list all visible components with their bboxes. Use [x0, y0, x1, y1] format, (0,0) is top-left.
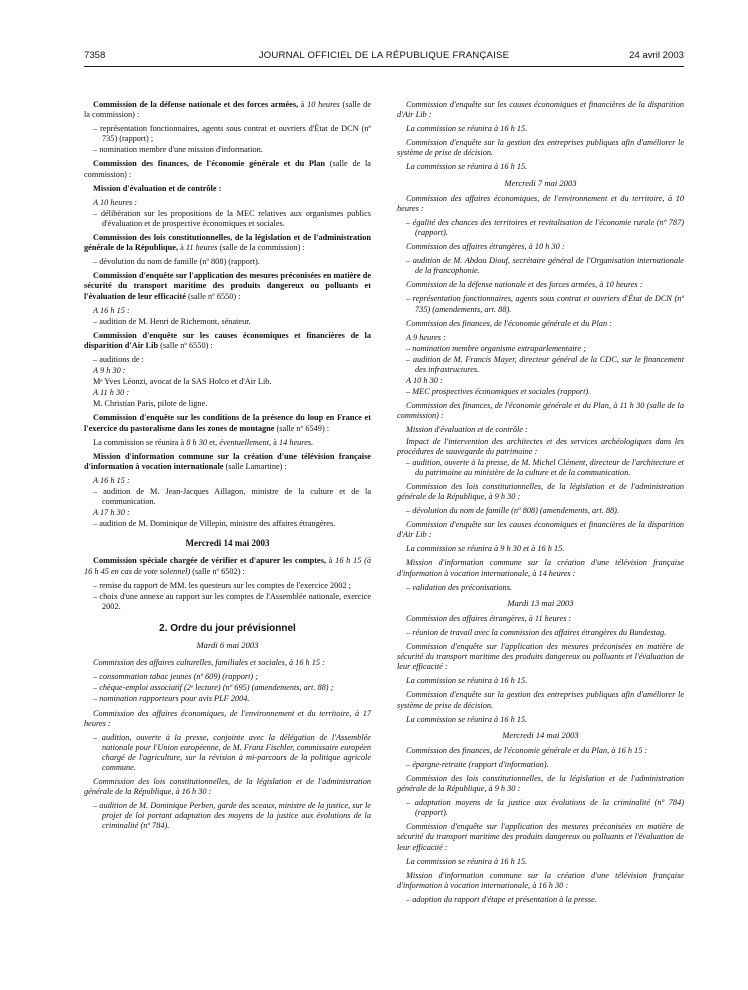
time-label: A 9 h 30 :: [93, 366, 126, 376]
entry-heading: Commission des finances, de l'économie générale et du Plan (salle de la commission) :: [84, 159, 371, 179]
meeting-note: La commission se réunira à 16 h 15.: [406, 714, 528, 724]
page-number: 7358: [84, 50, 106, 61]
time-label: A 11 h 30 :: [93, 388, 130, 398]
entry-heading: Commission des finances, de l'économie générale et du Plan :: [406, 318, 612, 328]
entry-heading: Commission d'enquête sur l'application des mesures préconisées en matière de sécurité du transport maritime des produits dangereux ou polluants et l'évaluation de leur efficacité :: [397, 642, 684, 672]
time-label: A 10 h 30 :: [406, 376, 443, 386]
entry-heading: Commission d'enquête sur les causes économiques et financières de la disparition d'Air Lib :: [397, 520, 684, 540]
witness-line: Mᵉ Yves Léonzi, avocat de la SAS Holco et d'Air Lib.: [93, 377, 272, 387]
agenda-item: – audition de M. Abdou Diouf, secrétaire général de l'Organisation internationale de la francophonie.: [406, 256, 684, 276]
agenda-item: – nomination rapporteurs pour avis PLF 2004.: [93, 694, 250, 704]
entry-heading: Commission d'enquête sur la gestion des entreprises publiques afin d'améliorer le système de prise de décision.: [397, 138, 684, 158]
section-title: 2. Ordre du jour prévisionnel: [159, 622, 296, 634]
agenda-item: – chèque-emploi associatif (2ᵉ lecture) (nº 695) (amendements, art. 88) ;: [93, 683, 334, 693]
time-label: A 9 heures :: [406, 332, 446, 342]
time-label: A 16 h 15 :: [93, 475, 130, 485]
meeting-note: La commission se réunira à 16 h 15.: [406, 124, 528, 134]
left-column: [84, 100, 371, 833]
entry-heading: Commission des lois constitutionnelles, de la législation et de l'administration générale de la République, à 9 h 30 :: [397, 481, 684, 501]
entry-heading: Commission d'enquête sur la gestion des entreprises publiques afin d'améliorer le système de prise de décision.: [397, 690, 684, 710]
agenda-item: – audition de M. Francis Mayer, directeur général de la CDC, sur le financement des infrastructures.: [406, 354, 684, 374]
agenda-item: – égalité des chances des territoires et revitalisation de l'économie rurale (nº 787) (rapport).: [406, 217, 684, 237]
meeting-note: La commission se réunira à 9 h 30 et à 16 h 15.: [406, 544, 565, 554]
journal-title: JOURNAL OFFICIEL DE LA RÉPUBLIQUE FRANÇAISE: [258, 50, 510, 61]
meeting-note: La commission se réunira à 16 h 15.: [406, 162, 528, 172]
agenda-item: – audition de M. Dominique Perben, garde des sceaux, ministre de la justice, sur le projet de loi portant adaptation des moyens de la justice aux évolutions de la criminalité (nº 784).: [93, 801, 371, 831]
day-heading: Mercredi 7 mai 2003: [504, 177, 577, 188]
agenda-item: – adoption du rapport d'étape et présentation à la presse.: [406, 894, 597, 904]
entry-heading: Mission d'information commune sur la création d'une télévision française d'information à vocation internationale, à 16 h 30 :: [397, 870, 684, 890]
header-rule: [84, 66, 684, 67]
meeting-note: La commission se réunira à 16 h 15.: [406, 856, 528, 866]
meeting-note: Impact de l'intervention des architectes et des services archéologiques dans les procédures de sauvegarde du patrimoine :: [397, 436, 684, 456]
time-label: A 16 h 15 :: [93, 305, 130, 315]
agenda-item: – délibération sur les propositions de la MEC relatives aux organismes publics d'évaluation et de prospective économiques et sociales.: [93, 208, 371, 228]
witness-line: M. Christian Paris, pilote de ligne.: [93, 399, 208, 409]
entry-heading: Commission des finances, de l'économie générale et du Plan, à 16 h 15 :: [406, 745, 648, 755]
agenda-item: – nomination membre d'une mission d'information.: [93, 145, 263, 155]
agenda-item: – réunion de travail avec la commission des affaires étrangères du Bundestag.: [406, 627, 667, 637]
agenda-item: – auditions de :: [93, 354, 144, 364]
agenda-item: – audition, ouverte à la presse, conjointe avec la délégation de l'Assemblée nationale pour l'Union européenne, de M. Franz Fischler, commissaire européen chargé de l'agriculture, sur la révision à mi-parcours de la politique agricole commune.: [93, 732, 371, 772]
day-heading: Mercredi 14 mai 2003: [502, 729, 579, 740]
day-heading: Mardi 6 mai 2003: [196, 640, 259, 651]
entry-heading: Mission d'information commune sur la création d'une télévision française d'information à vocation internationale (salle Lamartine) :: [84, 451, 371, 471]
agenda-item: – dévolution du nom de famille (nº 808) (rapport).: [93, 257, 260, 267]
agenda-item: – représentation fonctionnaires, agents sous contrat et ouvriers d'État de DCN (nº 735) (amendements, art. 88).: [406, 294, 684, 314]
time-label: A 10 heures :: [93, 197, 138, 207]
entry-heading: Commission d'enquête sur les causes économiques et financières de la disparition d'Air Lib :: [397, 100, 684, 120]
entry-heading: Commission de la défense nationale et des forces armées, à 10 heures (salle de la commission) :: [84, 100, 371, 120]
day-heading: Mardi 13 mai 2003: [507, 597, 574, 608]
meeting-note: La commission se réunira à 8 h 30 et, éventuellement, à 14 heures.: [93, 437, 314, 447]
agenda-item: – adaptation moyens de la justice aux évolutions de la criminalité (nº 784) (rapport).: [406, 798, 684, 818]
right-column: [397, 100, 684, 906]
agenda-item: – épargne-retraite (rapport d'information).: [406, 759, 549, 769]
agenda-item: – MEC prospectives économiques et sociales (rapport).: [406, 387, 591, 397]
agenda-item: – audition de M. Henri de Richemont, sénateur.: [93, 316, 251, 326]
entry-heading: Commission des finances, de l'économie générale et du Plan, à 11 h 30 (salle de la commission) :: [397, 401, 684, 421]
agenda-item: – remise du rapport de MM. les questeurs sur les comptes de l'exercice 2002 ;: [93, 580, 351, 590]
entry-heading: Commission d'enquête sur les conditions de la présence du loup en France et l'exercice du pastoralisme dans les zones de montagne (salle nº 6549) :: [84, 413, 371, 433]
entry-heading: Commission des lois constitutionnelles, de la législation et de l'administration générale de la République, à 16 h 30 :: [84, 777, 371, 797]
entry-heading: Commission d'enquête sur l'application des mesures préconisées en matière de sécurité du transport maritime des produits dangereux ou polluants et l'évaluation de leur efficacité :: [397, 822, 684, 852]
entry-heading: Commission des lois constitutionnelles, de la législation et de l'administration générale de la République, à 9 h 30 :: [397, 773, 684, 794]
agenda-item: – choix d'une annexe au rapport sur les comptes de l'Assemblée nationale, exercice 2002.: [93, 591, 371, 611]
entry-heading: Commission des affaires culturelles, familiales et sociales, à 16 h 15 :: [93, 658, 325, 668]
agenda-item: – validation des préconisations.: [406, 582, 513, 592]
agenda-item: – audition de M. Jean-Jacques Aillagon, ministre de la culture et de la communication.: [93, 487, 371, 507]
entry-heading: Commission des affaires économiques, de l'environnement et du territoire, à 10 heures :: [397, 193, 684, 213]
entry-heading: Commission des affaires économiques, de l'environnement et du territoire, à 17 heures :: [84, 708, 371, 728]
meeting-note: La commission se réunira à 16 h 15.: [406, 676, 528, 686]
agenda-item: – représentation fonctionnaires, agents sous contrat et ouvriers d'État de DCN (nº 735) (rapport) ;: [93, 124, 371, 144]
time-label: A 17 h 30 :: [93, 508, 130, 518]
entry-heading: Commission des lois constitutionnelles, de la législation et de l'administration générale de la République, à 11 heures (salle de la commission) :: [84, 233, 371, 253]
entry-heading: Commission des affaires étrangères, à 10 h 30 :: [406, 242, 565, 252]
entry-heading: Commission d'enquête sur l'application des mesures préconisées en matière de sécurité du transport maritime des produits dangereux ou polluants et l'évaluation de leur efficacité (salle nº 6550) :: [84, 271, 371, 301]
agenda-item: – consommation tabac jeunes (nº 609) (rapport) ;: [93, 672, 259, 682]
page-header: [84, 50, 684, 64]
entry-heading: Mission d'information commune sur la création d'une télévision française d'information à vocation internationale, à 14 heures :: [397, 558, 684, 578]
entry-heading: Commission des affaires étrangères, à 11 heures :: [406, 613, 572, 623]
agenda-item: – audition de M. Dominique de Villepin, ministre des affaires étrangères.: [93, 519, 336, 529]
agenda-item: – audition, ouverte à la presse, de M. Michel Clément, directeur de l'architecture et du patrimoine au ministère de la culture et de la communication.: [406, 457, 684, 477]
agenda-item: – nomination membre organisme extraparlementaire ;: [406, 343, 586, 353]
issue-date: 24 avril 2003: [629, 50, 684, 61]
entry-heading: Commission spéciale chargée de vérifier et d'apurer les comptes, à 16 h 15 (à 16 h 45 en cas de vote solennel) (salle nº 6502) :: [84, 556, 371, 576]
sub-heading: Mission d'évaluation et de contrôle :: [406, 425, 528, 435]
entry-heading: Commission de la défense nationale et des forces armées, à 10 heures :: [406, 280, 643, 290]
sub-heading: Mission d'évaluation et de contrôle :: [93, 183, 222, 193]
entry-heading: Commission d'enquête sur les causes économiques et financières de la disparition d'Air Lib (salle nº 6550) :: [84, 330, 371, 350]
day-heading: Mercredi 14 mai 2003: [185, 538, 270, 549]
agenda-item: – dévolution du nom de famille (nº 808) (amendements, art. 88).: [406, 506, 619, 516]
